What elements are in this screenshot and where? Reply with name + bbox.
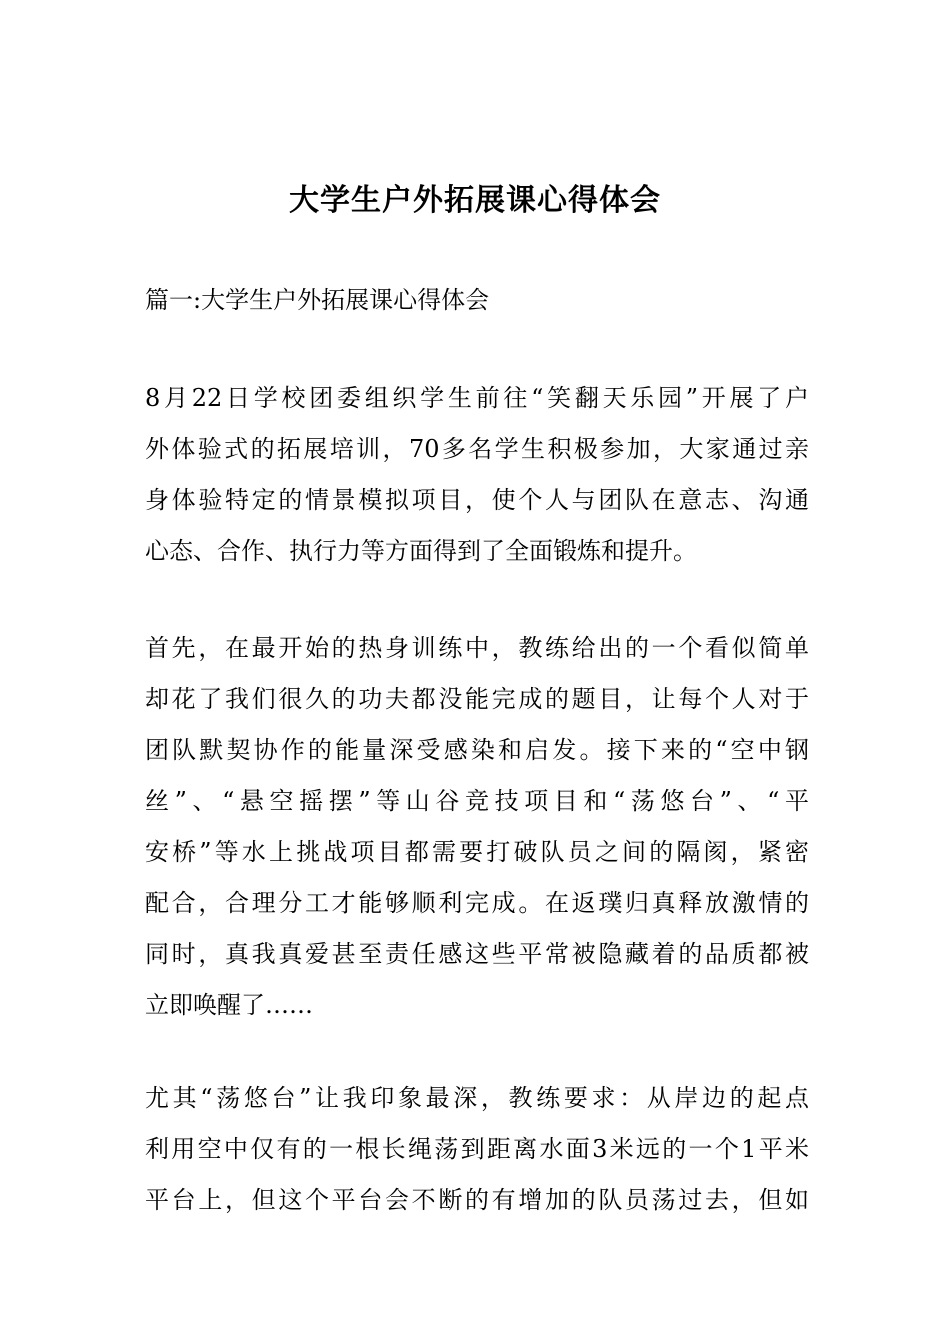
paragraph-1 [145,373,809,577]
paragraph-line: 平台上，但这个平台会不断的有增加的队员荡过去，但如 [145,1186,809,1214]
document-title: 大学生户外拓展课心得体会 [289,183,661,218]
paragraph-line: 同时，真我真爱甚至责任感这些平常被隐藏着的品质都被 [145,940,809,968]
paragraph-line: 团队默契协作的能量深受感染和启发。接下来的“空中钢 [145,736,809,764]
paragraph-3 [145,1073,809,1226]
paragraph-2 [145,623,809,1031]
paragraph-line: 丝”、“悬空摇摆”等山谷竞技项目和“荡悠台”、“平 [145,787,809,815]
paragraph-line: 外体验式的拓展培训，70多名学生积极参加，大家通过亲 [145,435,809,463]
paragraph-line: 安桥”等水上挑战项目都需要打破队员之间的隔阂，紧密 [145,838,809,866]
paragraph-line: 心态、合作、执行力等方面得到了全面锻炼和提升。 [145,537,697,565]
paragraph-line: 8月22日学校团委组织学生前往“笑翻天乐园”开展了户 [145,384,809,412]
paragraph-line: 配合，合理分工才能够顺利完成。在返璞归真释放激情的 [145,889,809,917]
paragraph-line: 却花了我们很久的功夫都没能完成的题目，让每个人对于 [145,685,809,713]
paragraph-line: 利用空中仅有的一根长绳荡到距离水面3米远的一个1平米 [145,1135,809,1163]
paragraph-line: 立即唤醒了…… [145,991,313,1019]
paragraph-line: 首先，在最开始的热身训练中，教练给出的一个看似简单 [145,634,809,662]
paragraph-line: 身体验特定的情景模拟项目，使个人与团队在意志、沟通 [145,486,809,514]
section-heading: 篇一:大学生户外拓展课心得体会 [145,286,490,314]
paragraph-line: 尤其“荡悠台”让我印象最深，教练要求：从岸边的起点 [145,1084,809,1112]
